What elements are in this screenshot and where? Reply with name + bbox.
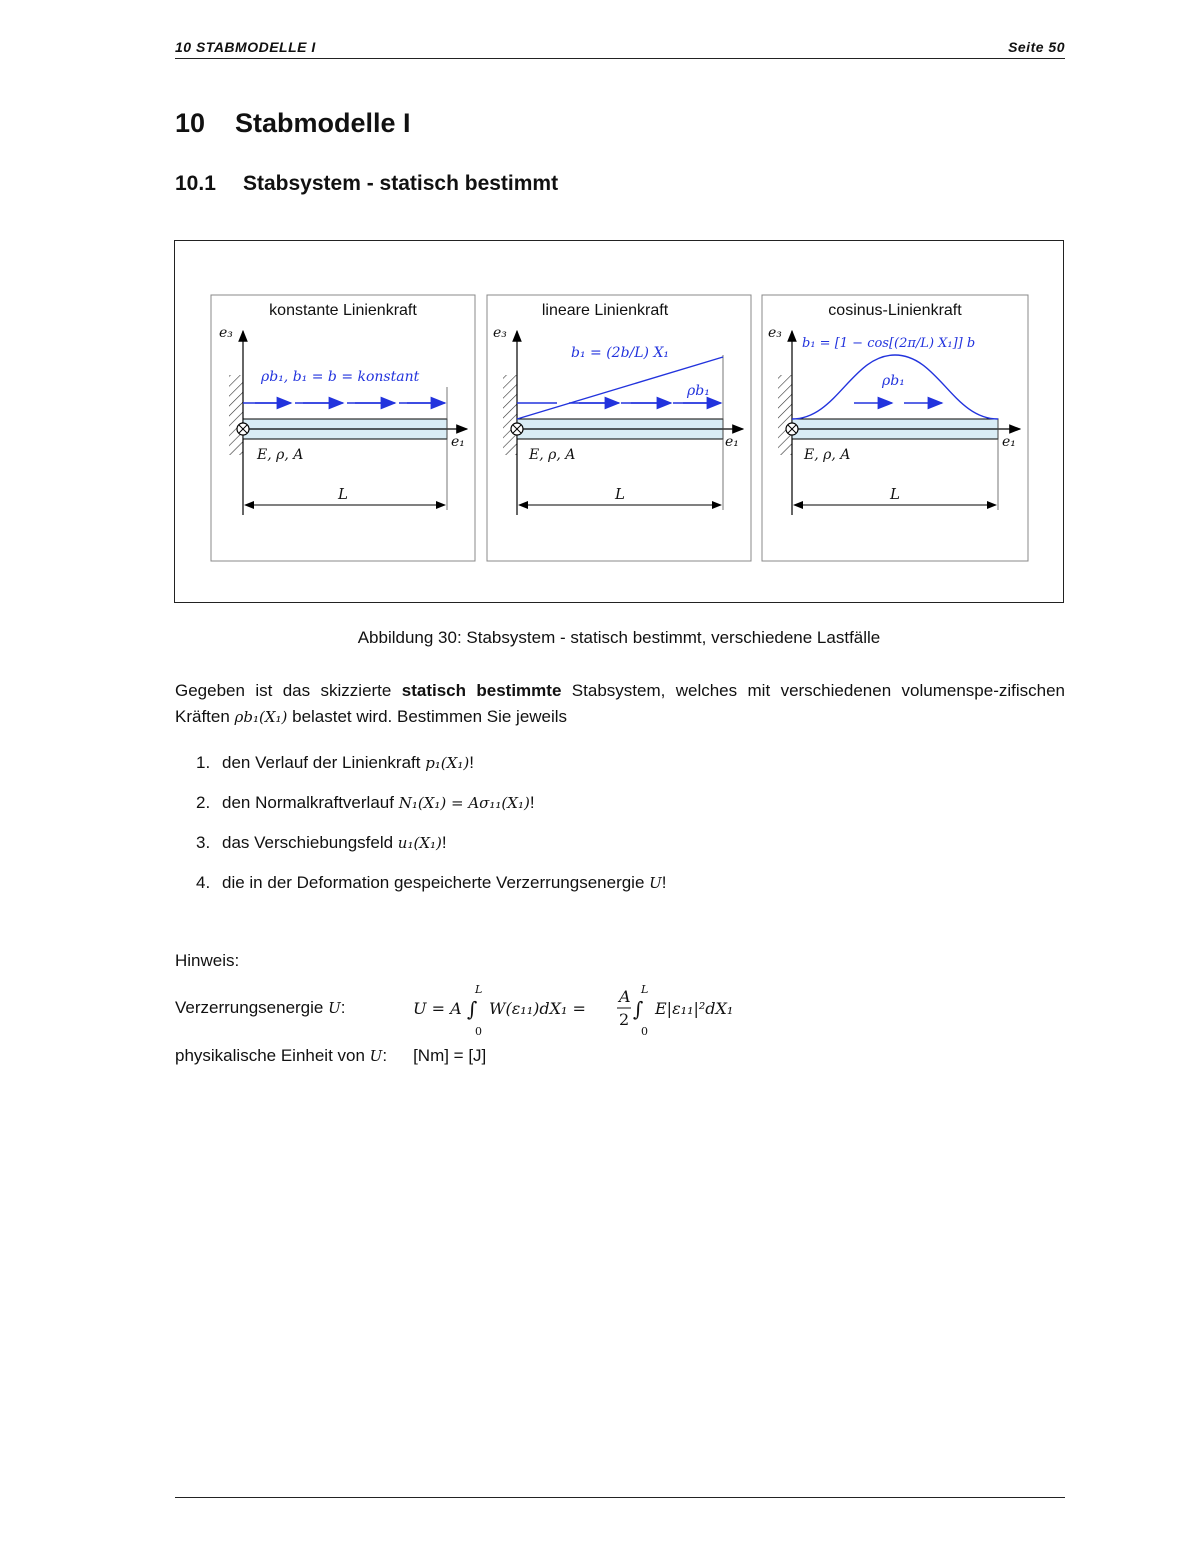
intro-text: belastet wird. Bestimmen Sie jeweils bbox=[287, 707, 568, 726]
header-page-number: Seite 50 bbox=[1008, 39, 1065, 55]
energy-colon: : bbox=[340, 998, 346, 1017]
axis-e3-label: e₃ bbox=[493, 325, 507, 341]
material-label: E, ρ, A bbox=[529, 447, 576, 463]
figure-frame bbox=[174, 240, 1064, 603]
wall-support bbox=[229, 375, 243, 455]
list-end: ! bbox=[469, 753, 474, 772]
footer-rule bbox=[175, 1497, 1065, 1498]
unit-colon: : bbox=[382, 1046, 388, 1065]
formula-frac-den: 2 bbox=[619, 1010, 630, 1029]
list-index: 3. bbox=[196, 833, 211, 852]
formula-lhs: U = A bbox=[413, 999, 462, 1018]
energy-symbol: U bbox=[328, 999, 341, 1017]
integral-sign: ∫ bbox=[467, 997, 478, 1021]
page-header bbox=[175, 38, 1065, 59]
list-index: 1. bbox=[196, 753, 211, 772]
material-label: E, ρ, A bbox=[804, 447, 851, 463]
integral-lower: 0 bbox=[641, 1025, 648, 1038]
load-label-rho: ρb₁ bbox=[687, 383, 710, 399]
unit-value: [Nm] = [J] bbox=[413, 1046, 487, 1065]
wall-support bbox=[503, 375, 517, 455]
formula-integrand-1: W(ε₁₁)dX₁ = bbox=[489, 999, 586, 1018]
intro-text: Stabsystem, welches mit verschiedenen volumenspe-zifischen Kräften bbox=[175, 681, 1065, 726]
subsection-title: Stabsystem - statisch bestimmt bbox=[243, 172, 559, 195]
list-item bbox=[196, 870, 667, 910]
subsection-heading bbox=[175, 172, 558, 196]
list-item bbox=[196, 790, 667, 830]
panel-linear-load bbox=[487, 295, 751, 561]
section-title: Stabmodelle I bbox=[235, 108, 411, 138]
section-heading bbox=[175, 108, 411, 139]
list-end: ! bbox=[661, 873, 667, 892]
load-label: b₁ = (2b/L) X₁ bbox=[571, 345, 670, 361]
wall-support bbox=[778, 375, 792, 455]
list-item bbox=[196, 830, 667, 870]
panel-constant-load bbox=[211, 295, 475, 561]
axis-e3-label: e₃ bbox=[219, 325, 233, 341]
list-text: den Verlauf der Linienkraft bbox=[222, 753, 426, 772]
integral-upper: L bbox=[475, 983, 483, 996]
list-text: das Verschiebungsfeld bbox=[222, 833, 398, 852]
energy-label-text: Verzerrungsenergie bbox=[175, 998, 329, 1017]
integral-lower: 0 bbox=[475, 1025, 482, 1038]
panel-title: cosinus-Linienkraft bbox=[828, 302, 962, 319]
panel-cosine-load bbox=[762, 295, 1028, 561]
task-list bbox=[196, 750, 667, 910]
intro-text: Gegeben ist das skizzierte bbox=[175, 681, 402, 700]
length-label: L bbox=[890, 485, 900, 503]
figure-caption: Abbildung 30: Stabsystem - statisch bestimmt, verschiedene Lastfälle bbox=[357, 628, 881, 647]
axis-e1-label: e₁ bbox=[725, 434, 739, 450]
subsection-number: 10.1 bbox=[175, 172, 216, 195]
load-label: ρb₁, b₁ = b = konstant bbox=[261, 369, 420, 385]
list-index: 2. bbox=[196, 793, 211, 812]
list-math: U bbox=[649, 874, 662, 892]
list-math: N₁(X₁) = Aσ₁₁(X₁) bbox=[398, 794, 530, 812]
length-label: L bbox=[338, 485, 348, 503]
integral-sign: ∫ bbox=[633, 997, 644, 1021]
list-text: die in der Deformation gespeicherte Verzerrungsenergie bbox=[222, 873, 650, 892]
panel-title: lineare Linienkraft bbox=[541, 302, 669, 319]
energy-formula bbox=[405, 980, 765, 1040]
formula-integrand-2: E|ε₁₁|²dX₁ bbox=[655, 999, 734, 1018]
section-number: 10 bbox=[175, 108, 206, 138]
intro-paragraph bbox=[175, 678, 1065, 730]
unit-row bbox=[175, 1046, 486, 1066]
hint-title: Hinweis: bbox=[175, 951, 240, 970]
header-chapter: 10 STABMODELLE I bbox=[175, 39, 316, 55]
formula-frac-num: A bbox=[619, 987, 631, 1006]
list-index: 4. bbox=[196, 873, 211, 892]
length-label: L bbox=[615, 485, 625, 503]
list-end: ! bbox=[441, 833, 447, 852]
energy-formula-row bbox=[175, 980, 875, 1040]
list-math: u₁(X₁) bbox=[397, 834, 442, 852]
intro-math: ρb₁(X₁) bbox=[234, 708, 288, 726]
energy-label bbox=[175, 998, 345, 1018]
list-item bbox=[196, 750, 667, 790]
unit-label: physikalische Einheit von bbox=[175, 1046, 370, 1065]
load-label-rho: ρb₁ bbox=[882, 373, 905, 389]
material-label: E, ρ, A bbox=[257, 447, 304, 463]
load-label: b₁ = [1 − cos[(2π/L) X₁]] b bbox=[802, 336, 976, 351]
unit-symbol: U bbox=[369, 1047, 383, 1065]
intro-bold: statisch bestimmte bbox=[401, 681, 562, 700]
axis-e1-label: e₁ bbox=[451, 434, 465, 450]
axis-e3-label: e₃ bbox=[768, 325, 782, 341]
list-end: ! bbox=[529, 793, 535, 812]
integral-upper: L bbox=[641, 983, 649, 996]
panel-title: konstante Linienkraft bbox=[269, 302, 417, 319]
axis-e1-label: e₁ bbox=[1002, 434, 1016, 450]
figure-svg bbox=[175, 241, 1063, 601]
list-text: den Normalkraftverlauf bbox=[222, 793, 399, 812]
list-math: p₁(X₁) bbox=[425, 754, 470, 772]
